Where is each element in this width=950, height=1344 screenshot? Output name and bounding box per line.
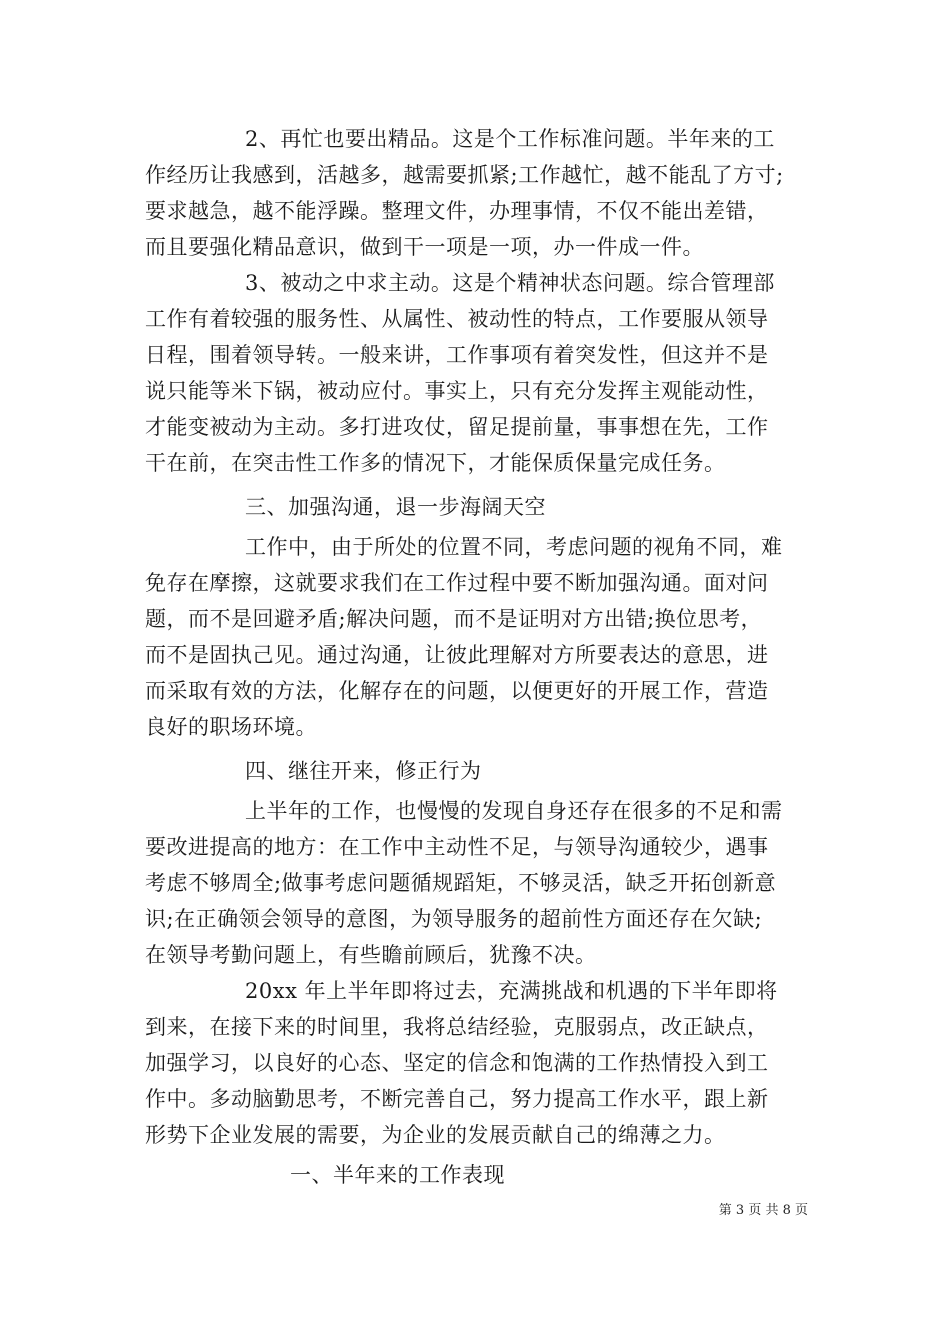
text-line: 3、被动之中求主动。这是个精神状态问题。综合管理部	[245, 271, 775, 295]
text-line: 工作有着较强的服务性、从属性、被动性的特点，工作要服从领导	[145, 307, 769, 331]
text-line: 考虑不够周全;做事考虑问题循规蹈矩，不够灵活，缺乏开拓创新意	[145, 871, 777, 895]
text-line: 说只能等米下锅，被动应付。事实上，只有充分发挥主观能动性，	[145, 379, 769, 403]
text-line: 上半年的工作，也慢慢的发现自身还存在很多的不足和需	[245, 799, 783, 823]
text-line: 作中。多动脑勤思考，不断完善自己，努力提高工作水平，跟上新	[145, 1087, 769, 1111]
page-number: 第 3 页 共 8 页	[718, 1203, 808, 1218]
text-line: 20xx 年上半年即将过去，充满挑战和机遇的下半年即将	[245, 979, 778, 1003]
text-line: 而采取有效的方法，化解存在的问题，以便更好的开展工作，营造	[145, 679, 769, 703]
text-line: 日程，围着领导转。一般来讲，工作事项有着突发性，但这并不是	[145, 343, 769, 367]
text-line: 干在前，在突击性工作多的情况下，才能保质保量完成任务。	[145, 451, 726, 475]
text-line: 要改进提高的地方：在工作中主动性不足，与领导沟通较少，遇事	[145, 835, 769, 859]
text-line: 题，而不是回避矛盾;解决问题，而不是证明对方出错;换位思考，	[145, 607, 763, 631]
text-line: 在领导考勤问题上，有些瞻前顾后，犹豫不决。	[145, 943, 597, 967]
text-line: 到来，在接下来的时间里，我将总结经验，克服弱点，改正缺点，	[145, 1015, 769, 1039]
text-line: 免存在摩擦，这就要求我们在工作过程中要不断加强沟通。面对问	[145, 571, 769, 595]
text-line: 形势下企业发展的需要，为企业的发展贡献自己的绵薄之力。	[145, 1123, 726, 1147]
text-line: 工作中，由于所处的位置不同，考虑问题的视角不同，难	[245, 535, 783, 559]
text-line: 而且要强化精品意识，做到干一项是一项，办一件成一件。	[145, 235, 704, 259]
section-heading: 三、加强沟通，退一步海阔天空	[245, 495, 546, 519]
text-line: 才能变被动为主动。多打进攻仗，留足提前量，事事想在先，工作	[145, 415, 769, 439]
text-line: 识;在正确领会领导的意图，为领导服务的超前性方面还存在欠缺;	[145, 907, 763, 931]
text-line: 2、再忙也要出精品。这是个工作标准问题。半年来的工	[245, 127, 775, 151]
text-line: 良好的职场环境。	[145, 715, 317, 739]
section-heading: 四、继往开来，修正行为	[245, 759, 482, 783]
text-line: 而不是固执己见。通过沟通，让彼此理解对方所要表达的意思，进	[145, 643, 769, 667]
section-heading: 一、半年来的工作表现	[290, 1163, 505, 1187]
text-line: 作经历让我感到，活越多，越需要抓紧;工作越忙，越不能乱了方寸;	[145, 163, 784, 187]
text-line: 加强学习，以良好的心态、坚定的信念和饱满的工作热情投入到工	[145, 1051, 769, 1075]
text-line: 要求越急，越不能浮躁。整理文件，办理事情，不仅不能出差错，	[145, 199, 769, 223]
